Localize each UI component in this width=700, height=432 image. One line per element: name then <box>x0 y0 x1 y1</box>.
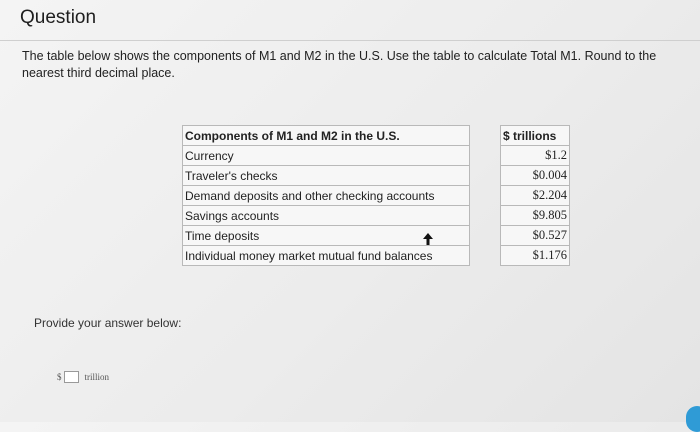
mouse-pointer-icon <box>423 233 433 245</box>
answer-input[interactable] <box>64 371 79 383</box>
component-name: Savings accounts <box>183 206 470 226</box>
table-row <box>183 226 570 246</box>
table-row <box>183 146 570 166</box>
table-header-components: Components of M1 and M2 in the U.S. <box>183 126 470 146</box>
table-row <box>183 186 570 206</box>
components-table-container <box>182 125 570 266</box>
table-spacer <box>470 206 501 226</box>
component-name: Demand deposits and other checking accounts <box>183 186 470 206</box>
table-row <box>183 246 570 266</box>
component-name: Traveler's checks <box>183 166 470 186</box>
table-spacer <box>470 166 501 186</box>
component-value: $1.176 <box>501 246 570 266</box>
component-value: $0.004 <box>501 166 570 186</box>
component-name: Currency <box>183 146 470 166</box>
table-header-trillions: $ trillions <box>501 126 570 146</box>
component-value: $2.204 <box>501 186 570 206</box>
unit-label: trillion <box>84 372 109 382</box>
component-name: Individual money market mutual fund balances <box>183 246 470 266</box>
table-row <box>183 206 570 226</box>
component-name: Time deposits <box>183 226 470 246</box>
table-spacer <box>470 146 501 166</box>
component-value: $9.805 <box>501 206 570 226</box>
help-widget-corner[interactable] <box>686 406 700 432</box>
component-value: $0.527 <box>501 226 570 246</box>
table-header-row <box>183 126 570 146</box>
table-spacer <box>470 226 501 246</box>
question-prompt: The table below shows the components of M1 and M2 in the U.S. Use the table to calculate Total M1. Round to the nearest third decimal place. <box>22 49 657 80</box>
answer-prompt-label: Provide your answer below: <box>34 316 182 330</box>
currency-symbol: $ <box>57 372 62 382</box>
components-table <box>182 125 570 266</box>
table-spacer <box>470 246 501 266</box>
question-title: Question <box>20 7 97 28</box>
table-row <box>183 166 570 186</box>
answer-row <box>57 371 109 383</box>
table-spacer <box>470 186 501 206</box>
table-header-spacer <box>470 126 501 146</box>
component-value: $1.2 <box>501 146 570 166</box>
question-header <box>0 0 700 41</box>
